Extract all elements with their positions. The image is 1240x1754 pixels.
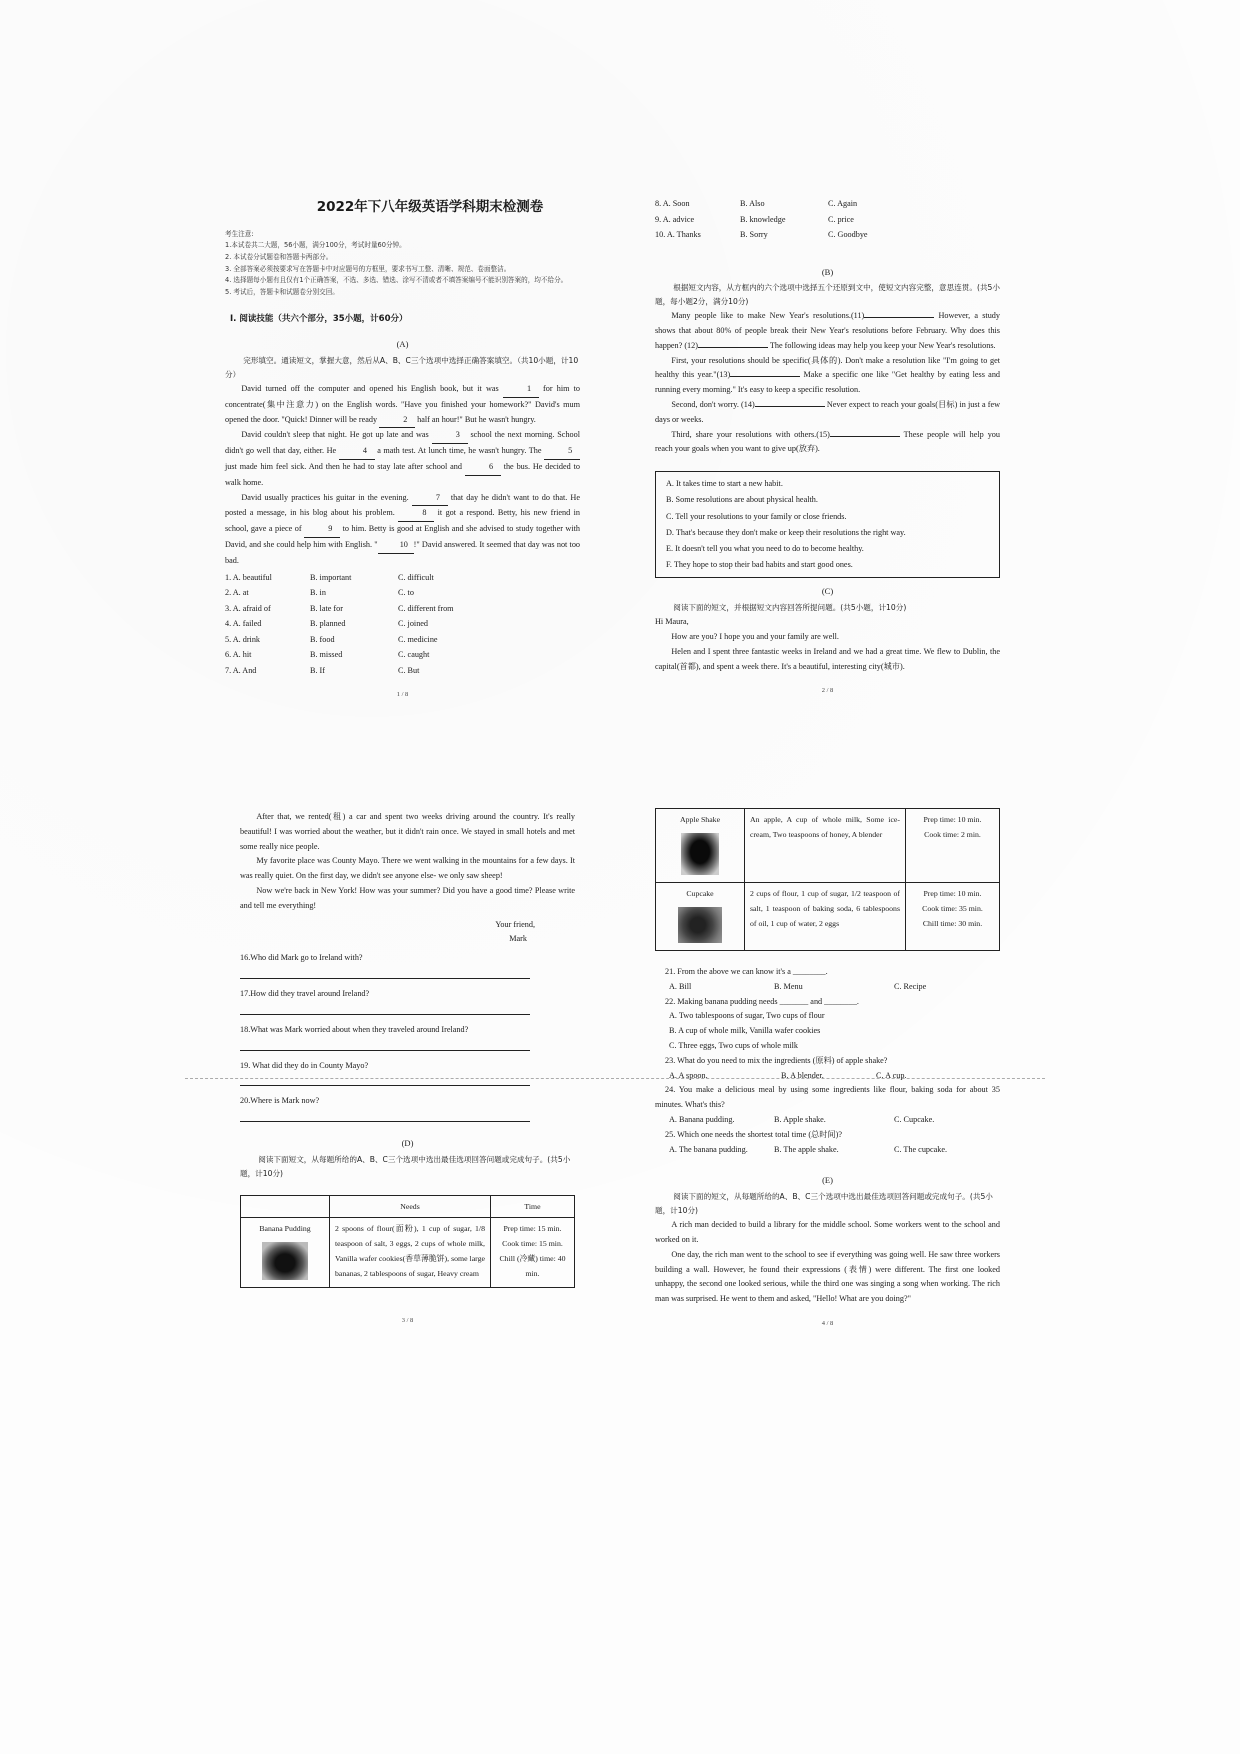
cloze-blank: 3 [432, 428, 468, 444]
cook-time: Cook time: 2 min. [924, 830, 981, 839]
option: C. joined [398, 619, 429, 629]
cloze-options [225, 570, 580, 679]
option: C. Cupcake. [894, 1114, 935, 1124]
page-number: 1 / 8 [396, 691, 409, 699]
scan-fold-line [185, 1078, 1045, 1079]
cloze-blank: 6 [465, 460, 501, 476]
option: 4. A. failed [225, 619, 262, 629]
question-16: 16.Who did Mark go to Ireland with? [240, 953, 363, 963]
note-item: 5. 考试后，答题卡和试题卷分别交回。 [225, 287, 339, 296]
option: 5. A. drink [225, 634, 261, 644]
recipe-name: Cupcake [686, 889, 714, 898]
option: A. Bill [669, 981, 692, 991]
reading-paragraph: A rich man decided to build a library for the middle school. Some workers went to the school and worked on it. [655, 1220, 1000, 1244]
question-18: 18.What was Mark worried about when they traveled around Ireland? [240, 1024, 469, 1034]
recipe-name-cell [656, 809, 745, 883]
option: C. The cupcake. [894, 1144, 948, 1154]
question-options [655, 1143, 1000, 1158]
prep-time: Prep time: 10 min. [923, 815, 982, 824]
option: 8. A. Soon [655, 199, 690, 208]
recipe-needs: An apple, A cup of whole milk, Some ice-cream, Two teaspoons of honey, A blender [745, 809, 906, 883]
table-row [656, 809, 1000, 883]
option: 9. A. advice [655, 214, 695, 224]
option: 10. A. Thanks [655, 230, 701, 239]
section-heading: I. 阅读技能（共六个部分，35小题，计60分） [230, 314, 408, 325]
option: C. caught [398, 650, 430, 660]
question-24 [655, 1083, 1000, 1127]
option: 3. A. afraid of [225, 603, 271, 613]
cloze-blank: 8 [398, 506, 434, 522]
reading-paragraph: First, your resolutions should be specific(具体的). Don't make a resolution like "I'm going to get healthy this year."(13) Make a specific one like "Get healthy by eating less and running every morning." It's easy to keep a specific resolution. [655, 355, 1001, 395]
cook-time: Cook time: 35 min. [922, 904, 983, 913]
letter-greeting: Hi Maura, [655, 617, 689, 627]
option: B. A blender. [781, 1070, 824, 1080]
option: B. food [310, 634, 335, 644]
question-options [655, 980, 1000, 995]
chill-time: Chill (冷藏) time: 40 min. [499, 1253, 566, 1278]
cloze-options-continued [655, 196, 1000, 243]
answer-blank [755, 406, 825, 407]
part-a-label: (A) [396, 339, 409, 350]
option: B. missed [310, 650, 343, 660]
part-b-label: (B) [821, 266, 834, 277]
part-a-instructions: 完形填空。通读短文，掌握大意，然后从A、B、C三个选项中选择正确答案填空。（共10小题，计10分） [225, 355, 579, 379]
page-4 [655, 808, 1000, 1332]
reading-paragraph: One day, the rich man went to the school to see if everything was going well. He saw three workers building a wall. However, he found their expressions (表情) were different. The first one looked unhappy, the second one looked serious, while the third one was singing a song when working. The rich man was surprised. He went to them and asked, "Hello! What are you doing?" [655, 1249, 1000, 1304]
question-20: 20.Where is Mark now? [240, 1096, 320, 1106]
box-option: B. Some resolutions are about physical health. [666, 495, 818, 505]
answer-line[interactable] [240, 1109, 530, 1122]
recipe-table-continued [655, 808, 1000, 951]
table-header-row [241, 1195, 575, 1217]
option: A. The banana pudding. [669, 1144, 748, 1154]
page-3 [240, 810, 575, 1329]
option: B. important [310, 572, 352, 582]
option: 7. A. And [225, 665, 257, 675]
option: B. late for [310, 603, 343, 613]
option: C. to [398, 588, 414, 598]
question-options [655, 1069, 1000, 1084]
option: 1. A. beautiful [225, 572, 272, 582]
cloze-paragraph-2: David couldn't sleep that night. He got up late and was 3 school the next morning. School didn't go well that day, either. He 4 a math test. At lunch time, he wasn't hungry. The 5 just made him feel sick. And then he had to stay late after school and 6 the bus. He decided to walk home. [225, 430, 580, 487]
option: C. But [398, 665, 420, 675]
options-box [655, 471, 1000, 578]
box-option: F. They hope to stop their bad habits and start good ones. [666, 560, 853, 570]
recipe-name: Apple Shake [679, 815, 721, 824]
note-item: 4. 选择题每小题有且仅有1个正确答案，不选、多选、错选、涂写不清或者不填答案编号不能识别答案的，均不给分。 [225, 276, 568, 285]
option: B. The apple shake. [774, 1144, 839, 1154]
letter-paragraph: Helen and I spent three fantastic weeks in Ireland and we had a great time. We flew to Dublin, the capital(首都), and spent a week there. It's a beautiful, interesting city(城市). [655, 646, 1000, 671]
option: C. Recipe [894, 981, 927, 991]
part-c-label: (C) [821, 586, 834, 597]
note-item: 2. 本试卷分试题卷和答题卡两部分。 [225, 252, 333, 261]
question-options [655, 1113, 1000, 1128]
recipe-name-cell [241, 1217, 330, 1287]
part-d-instructions: 阅读下面短文，从每题所给的A、B、C三个选项中选出最佳选项回答问题或完成句子。(共5小题，计10分) [240, 1154, 571, 1178]
recipe-times [906, 809, 1000, 883]
banana-pudding-photo [262, 1242, 308, 1280]
table-header: Time [491, 1195, 575, 1217]
option: 2. A. at [225, 588, 249, 598]
cloze-paragraph-3: David usually practices his guitar in the evening. 7 that day he didn't want to do that. He posted a message, in his blog about his problem. 8 it got a respond. Betty, his new friend in school, gave a piece of 9 to him. Betty is good at English and she advised to study together with David, and she could help him with English. " 10 !" David answered. It seemed that day was not too bad. [225, 492, 581, 565]
part-e-label: (E) [822, 1175, 833, 1186]
table-header: Needs [330, 1195, 491, 1217]
option: B. If [310, 665, 326, 675]
page-number: 2 / 8 [821, 687, 834, 695]
prep-time: Prep time: 15 min. [503, 1223, 562, 1233]
exam-title: 2022年下八年级英语学科期末检测卷 [316, 199, 544, 215]
note-item: 1.本试卷共二大题，56小题，满分100分，考试时量60分钟。 [225, 241, 406, 250]
question-19: 19. What did they do in County Mayo? [240, 1060, 369, 1070]
question-stem: 22. Making banana pudding needs _______ and ________. [665, 996, 859, 1006]
answer-line[interactable] [240, 1073, 530, 1086]
cloze-blank: 2 [379, 413, 415, 429]
option: A. Banana pudding. [669, 1114, 735, 1124]
question-25 [655, 1128, 1000, 1158]
recipe-name: Banana Pudding [259, 1223, 311, 1233]
question-stem: 21. From the above we can know it's a ________. [665, 967, 828, 976]
question-stem: 24. You make a delicious meal by using some ingredients like flour, baking soda for about 35 minutes. What's this? [655, 1085, 1000, 1110]
box-option: C. Tell your resolutions to your family or close friends. [666, 511, 847, 521]
option: C. Again [828, 199, 858, 208]
recipe-name-cell [656, 883, 745, 951]
option: 6. A. hit [225, 650, 252, 660]
answer-blank [730, 376, 800, 377]
exam-notes [225, 229, 580, 299]
recipe-times [906, 883, 1000, 951]
letter-paragraph: How are you? I hope you and your family are well. [671, 632, 839, 642]
cloze-blank: 10 [378, 538, 414, 554]
table-row [656, 883, 1000, 951]
letter-paragraph: My favorite place was County Mayo. There we went walking in the mountains for a few days. It was really quiet. On the first day, we didn't see anyone else- we only saw sheep! [240, 856, 575, 881]
option: B. A cup of whole milk, Vanilla wafer cookies [669, 1026, 821, 1036]
question-stem: 25. Which one needs the shortest total time (总时间)? [665, 1129, 842, 1139]
option: C. Goodbye [828, 230, 868, 239]
box-option: A. It takes time to start a new habit. [666, 479, 783, 489]
reading-paragraph: Many people like to make New Year's resolutions.(11) However, a study shows that about 80% of people break their New Year's resolutions before February. Why does this happen? (12) The following ideas may help you keep your New Year's resolutions. [655, 311, 1000, 350]
prep-time: Prep time: 10 min. [923, 889, 982, 898]
option: B. planned [310, 619, 346, 629]
letter-paragraph: Now we're back in New York! How was your summer? Did you have a good time? Please write and tell me everything! [240, 885, 575, 910]
cook-time: Cook time: 15 min. [502, 1238, 563, 1248]
apple-shake-photo [681, 833, 719, 875]
table-row [241, 1217, 575, 1287]
answer-blank [698, 347, 768, 348]
reading-paragraph: Second, don't worry. (14) Never expect to reach your goals(目标) in just a few days or weeks. [655, 400, 1000, 424]
question-22 [655, 995, 1000, 1054]
cloze-blank: 4 [339, 444, 375, 460]
recipe-table [240, 1195, 575, 1288]
page-number: 4 / 8 [821, 1319, 834, 1327]
page-number: 3 / 8 [401, 1316, 414, 1324]
option: B. knowledge [740, 214, 786, 224]
box-option: E. It doesn't tell you what you need to do to become healthy. [666, 544, 864, 554]
note-item: 3. 全部答案必须按要求写在答题卡中对应题号的方框里，要求书写工整、清晰、规范、卷面整洁。 [225, 264, 511, 273]
cloze-blank: 7 [412, 491, 448, 507]
answer-line[interactable] [240, 1002, 530, 1015]
option: C. different from [398, 603, 454, 613]
option: A. A spoon. [669, 1070, 708, 1080]
part-e-instructions: 阅读下面的短文，从每题所给的A、B、C三个选项中选出最佳选项回答问题或完成句子。(共5小题，计10分) [655, 1192, 993, 1216]
answer-blank [830, 436, 900, 437]
table-header [241, 1195, 330, 1217]
cloze-paragraph-1: David turned off the computer and opened his English book, but it was 1 for him to concentrate(集中注意力) on the English words. "Have you finished your homework?" David's mum opened the door. "Quick! Dinner will be ready 2 half an hour!" But he wasn't hungry. [225, 382, 580, 428]
recipe-times [491, 1217, 575, 1287]
option: B. Menu [774, 981, 803, 991]
question-17: 17.How did they travel around Ireland? [240, 988, 370, 998]
option: A. Two tablespoons of sugar, Two cups of flour [669, 1011, 825, 1021]
box-option: D. That's because they don't make or keep their resolutions the right way. [666, 527, 906, 537]
option: B. Apple shake. [774, 1114, 826, 1124]
chill-time: Chill time: 30 min. [922, 919, 983, 928]
option: C. Three eggs, Two cups of whole milk [669, 1040, 798, 1050]
part-c-instructions: 阅读下面的短文，并根据短文内容回答所提问题。(共5小题，计10分) [673, 603, 907, 613]
letter-sign-off: Your friend, [495, 919, 535, 929]
cloze-blank: 9 [304, 522, 340, 538]
option: B. in [310, 588, 326, 598]
question-21 [655, 965, 1000, 995]
recipe-needs: 2 cups of flour, 1 cup of sugar, 1/2 teaspoon of salt, 1 teaspoon of baking soda, 6 tablespoons of oil, 1 cup of water, 2 eggs [745, 883, 906, 951]
reading-paragraph: Third, share your resolutions with others.(15) These people will help you reach your goals when you want to give up(放弃). [655, 429, 1000, 454]
cupcake-photo [678, 907, 722, 943]
option: C. A cup. [876, 1070, 907, 1080]
option: C. difficult [398, 572, 434, 582]
cloze-blank: 5 [544, 444, 580, 460]
page-1 [225, 190, 580, 703]
option: B. Also [740, 199, 765, 208]
letter-signature: Mark [509, 934, 527, 944]
option: C. price [828, 214, 854, 224]
part-b-instructions: 根据短文内容，从方框内的六个选项中选择五个还原到文中，使短文内容完整，意思连贯。(共5小题，每小题2分，满分10分) [655, 283, 1000, 307]
option: B. Sorry [740, 230, 768, 239]
letter-paragraph: After that, we rented(租) a car and spent two weeks driving around the country. It's really beautiful! I was worried about the weather, but it didn't rain once. We stayed in small hotels and met some really nice people. [240, 812, 575, 851]
notes-heading: 考生注意: [225, 229, 254, 238]
answer-line[interactable] [240, 1038, 530, 1051]
question-stem: 23. What do you need to mix the ingredients (原料) of apple shake? [665, 1055, 888, 1065]
option: C. medicine [398, 634, 438, 644]
part-d-label: (D) [401, 1138, 414, 1149]
recipe-needs: 2 spoons of flour(面粉), 1 cup of sugar, 1/8 teaspoon of salt, 3 eggs, 2 cups of whole milk, Vanilla wafer cookies(香草薄脆饼), some large bananas, 2 tablespoons of sugar, Heavy cream [330, 1217, 491, 1287]
answer-line[interactable] [240, 966, 530, 979]
cloze-blank: 1 [503, 382, 539, 398]
page-2 [655, 195, 1000, 699]
answer-blank [864, 317, 934, 318]
